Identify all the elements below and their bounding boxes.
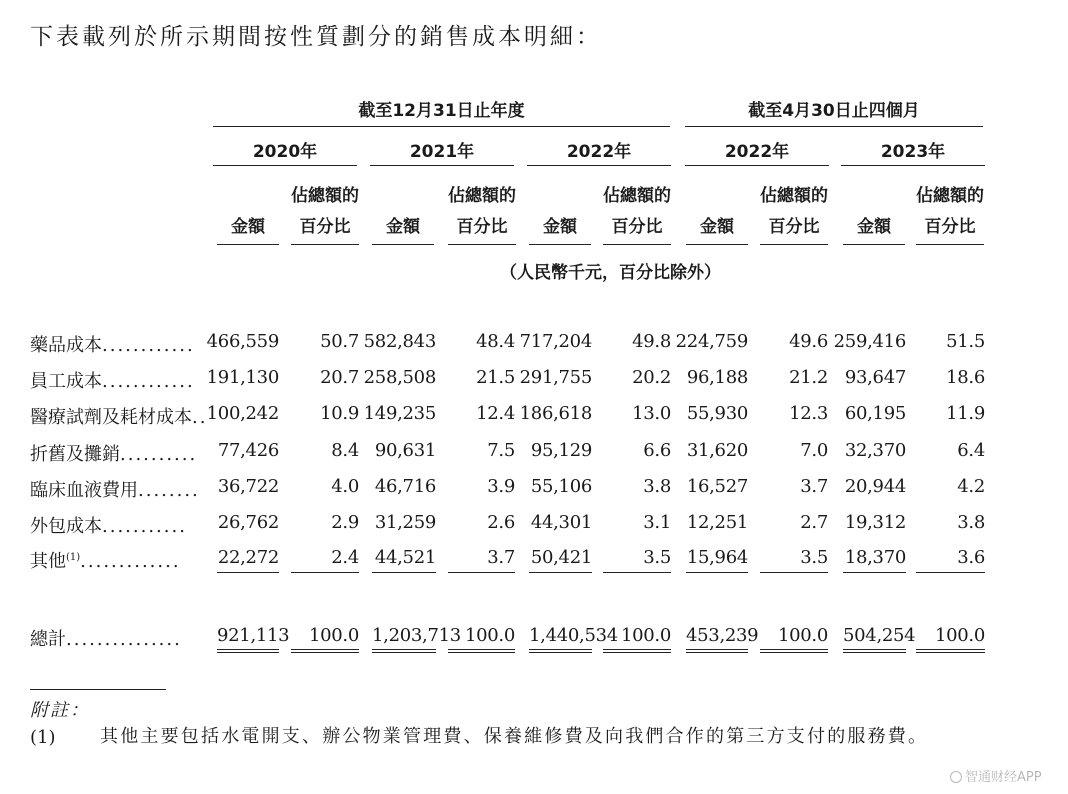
amount-column-header: 金額 [217, 210, 279, 245]
leader-dots: ............... [66, 629, 182, 650]
year-header: 2023年 [841, 137, 985, 166]
amount-cell: 44,301 [530, 512, 592, 533]
percent-cell: 8.4 [331, 440, 359, 461]
amount-column-header: 金額 [686, 210, 748, 245]
percent-cell: 10.9 [320, 403, 359, 424]
percent-cell: 7.5 [487, 440, 515, 461]
percent-cell: 2.4 [291, 547, 359, 573]
percent-column-header-line1: 佔總額的 [291, 186, 359, 206]
percent-cell: 2.9 [331, 512, 359, 533]
percent-cell: 21.5 [476, 367, 515, 388]
amount-cell: 22,272 [217, 547, 279, 573]
amount-cell: 93,647 [844, 367, 906, 388]
percent-cell: 12.3 [789, 403, 828, 424]
percent-cell: 3.5 [760, 547, 828, 573]
watermark-text: 智通财经APP [965, 770, 1042, 785]
amount-cell: 60,195 [844, 403, 906, 424]
amount-cell: 1,440,534 [529, 625, 592, 653]
percent-cell: 18.6 [946, 367, 985, 388]
footnote-number: (1) [30, 727, 56, 748]
year-header: 2022年 [527, 137, 671, 166]
percent-column-header-line2: 百分比 [760, 210, 828, 245]
percent-cell: 100.0 [448, 625, 515, 653]
amount-cell: 16,527 [686, 476, 748, 497]
percent-cell: 6.6 [643, 440, 671, 461]
percent-column-header-line2: 百分比 [603, 210, 671, 245]
row-label [30, 403, 207, 429]
percent-cell: 7.0 [800, 440, 828, 461]
row-label [30, 476, 200, 502]
header-four-months: 截至4月30日止四個月 [685, 96, 983, 127]
amount-cell: 466,559 [206, 331, 279, 352]
percent-cell: 49.6 [789, 331, 828, 352]
percent-cell: 13.0 [632, 403, 671, 424]
footnote-title: 附註： [30, 700, 90, 721]
percent-cell: 51.5 [946, 331, 985, 352]
amount-column-header: 金額 [372, 210, 434, 245]
row-label-text: 總計 [30, 629, 66, 650]
leader-dots: ........... [102, 516, 187, 537]
percent-cell: 100.0 [916, 625, 985, 653]
amount-cell: 12,251 [686, 512, 748, 533]
percent-cell: 20.7 [320, 367, 359, 388]
amount-cell: 186,618 [519, 403, 592, 424]
row-label [30, 547, 181, 573]
watermark [950, 766, 1042, 785]
percent-cell: 48.4 [476, 331, 515, 352]
amount-cell: 90,631 [374, 440, 436, 461]
amount-column-header: 金額 [529, 210, 591, 245]
amount-cell: 46,716 [374, 476, 436, 497]
row-label-text: 其他 [30, 551, 66, 572]
amount-cell: 15,964 [686, 547, 748, 573]
percent-cell: 3.8 [957, 512, 985, 533]
row-label [30, 331, 195, 357]
percent-column-header-line1: 佔總額的 [603, 186, 671, 206]
total-label [30, 625, 182, 651]
amount-cell: 504,254 [843, 625, 906, 653]
row-label-text: 員工成本 [30, 371, 102, 392]
leader-dots: ............ [102, 335, 195, 356]
row-label-text: 折舊及攤銷 [30, 444, 120, 465]
header-year-ended: 截至12月31日止年度 [213, 96, 670, 127]
leader-dots: .......... [120, 444, 198, 465]
amount-cell: 717,204 [519, 331, 592, 352]
amount-cell: 96,188 [686, 367, 748, 388]
amount-cell: 149,235 [363, 403, 436, 424]
row-label-text: 外包成本 [30, 516, 102, 537]
percent-cell: 100.0 [603, 625, 671, 653]
percent-cell: 20.2 [632, 367, 671, 388]
row-label [30, 440, 197, 466]
year-header: 2021年 [370, 137, 514, 166]
row-label-text: 藥品成本 [30, 335, 102, 356]
amount-cell: 44,521 [372, 547, 436, 573]
percent-cell: 3.7 [800, 476, 828, 497]
amount-cell: 31,259 [374, 512, 436, 533]
amount-cell: 453,239 [686, 625, 748, 653]
percent-cell: 3.7 [448, 547, 515, 573]
amount-column-header: 金額 [843, 210, 905, 245]
footnote-divider [30, 689, 166, 690]
amount-cell: 95,129 [530, 440, 592, 461]
amount-cell: 921,113 [217, 625, 279, 653]
percent-cell: 3.5 [603, 547, 671, 573]
percent-cell: 3.6 [916, 547, 985, 573]
leader-dots: ........ [138, 480, 200, 501]
percent-cell: 3.1 [643, 512, 671, 533]
intro-text: 下表載列於所示期間按性質劃分的銷售成本明細： [30, 24, 602, 50]
amount-cell: 291,755 [519, 367, 592, 388]
row-label-text: 臨床血液費用 [30, 480, 138, 501]
footnote-ref: (1) [66, 552, 81, 563]
amount-cell: 100,242 [206, 403, 279, 424]
watermark-logo-icon [950, 771, 962, 783]
amount-cell: 19,312 [844, 512, 906, 533]
amount-cell: 1,203,713 [372, 625, 436, 653]
percent-cell: 3.8 [643, 476, 671, 497]
amount-cell: 259,416 [833, 331, 906, 352]
amount-cell: 32,370 [844, 440, 906, 461]
amount-cell: 582,843 [363, 331, 436, 352]
percent-column-header-line2: 百分比 [916, 210, 984, 245]
unit-note: （人民幣千元，百分比除外） [500, 263, 721, 283]
percent-cell: 50.7 [320, 331, 359, 352]
percent-cell: 21.2 [789, 367, 828, 388]
leader-dots: .. [192, 407, 208, 428]
percent-cell: 4.2 [957, 476, 985, 497]
percent-cell: 100.0 [291, 625, 359, 653]
amount-cell: 258,508 [363, 367, 436, 388]
percent-column-header-line2: 百分比 [291, 210, 359, 245]
percent-cell: 100.0 [760, 625, 828, 653]
amount-cell: 36,722 [217, 476, 279, 497]
amount-cell: 77,426 [217, 440, 279, 461]
percent-column-header-line1: 佔總額的 [916, 186, 984, 206]
amount-cell: 224,759 [675, 331, 748, 352]
percent-column-header-line1: 佔總額的 [760, 186, 828, 206]
percent-cell: 49.8 [632, 331, 671, 352]
amount-cell: 191,130 [206, 367, 279, 388]
row-label-text: 醫療試劑及耗材成本 [30, 407, 192, 428]
footnote-text: 其他主要包括水電開支、辦公物業管理費、保養維修費及向我們合作的第三方支付的服務費。 [100, 726, 929, 747]
year-header: 2022年 [685, 137, 829, 166]
row-label [30, 367, 195, 393]
amount-cell: 50,421 [529, 547, 592, 573]
amount-cell: 31,620 [686, 440, 748, 461]
percent-cell: 3.9 [487, 476, 515, 497]
amount-cell: 26,762 [217, 512, 279, 533]
percent-cell: 2.7 [800, 512, 828, 533]
percent-cell: 12.4 [476, 403, 515, 424]
percent-cell: 4.0 [331, 476, 359, 497]
leader-dots: ............ [102, 371, 195, 392]
percent-column-header-line2: 百分比 [448, 210, 516, 245]
percent-cell: 11.9 [946, 403, 985, 424]
percent-column-header-line1: 佔總額的 [448, 186, 516, 206]
amount-cell: 55,106 [530, 476, 592, 497]
amount-cell: 18,370 [843, 547, 906, 573]
year-header: 2020年 [213, 137, 357, 166]
percent-cell: 2.6 [487, 512, 515, 533]
amount-cell: 20,944 [844, 476, 906, 497]
leader-dots: ............. [80, 551, 181, 572]
row-label [30, 512, 187, 538]
amount-cell: 55,930 [686, 403, 748, 424]
percent-cell: 6.4 [957, 440, 985, 461]
